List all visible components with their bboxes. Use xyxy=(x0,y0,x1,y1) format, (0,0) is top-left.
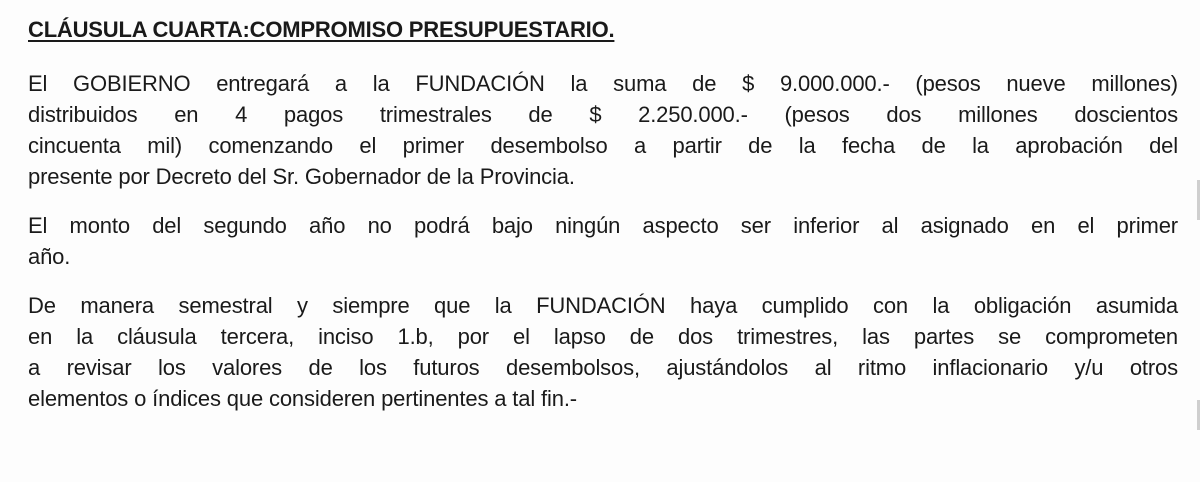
paragraph-line: presente por Decreto del Sr. Gobernador de la Provincia. xyxy=(28,164,575,189)
paragraph-line: año. xyxy=(28,244,71,269)
paragraph-semester-review xyxy=(28,290,1178,414)
paragraph-second-year xyxy=(28,210,1178,272)
paragraph-line: distribuidos en 4 pagos trimestrales de $ 2.250.000.- (pesos dos millones doscientos xyxy=(28,102,1178,127)
paragraph-line: De manera semestral y siempre que la FUNDACIÓN haya cumplido con la obligación asumida xyxy=(28,293,1178,318)
paragraph-line: cincuenta mil) comenzando el primer desembolso a partir de la fecha de la aprobación del xyxy=(28,133,1178,158)
paragraph-line: en la cláusula tercera, inciso 1.b, por el lapso de dos trimestres, las partes se comprometen xyxy=(28,324,1178,349)
paragraph-line: a revisar los valores de los futuros desembolsos, ajustándolos al ritmo inflacionario y/u otros xyxy=(28,355,1178,380)
paragraph-line: El GOBIERNO entregará a la FUNDACIÓN la suma de $ 9.000.000.- (pesos nueve millones) xyxy=(28,71,1178,96)
paragraph-budget-amount xyxy=(28,68,1178,192)
paragraph-line: El monto del segundo año no podrá bajo ningún aspecto ser inferior al asignado en el primer xyxy=(28,213,1178,238)
clause-heading: CLÁUSULA CUARTA:COMPROMISO PRESUPUESTARIO. xyxy=(28,17,615,42)
document-page xyxy=(28,14,1178,432)
paragraph-line: elementos o índices que consideren pertinentes a tal fin.- xyxy=(28,386,577,411)
